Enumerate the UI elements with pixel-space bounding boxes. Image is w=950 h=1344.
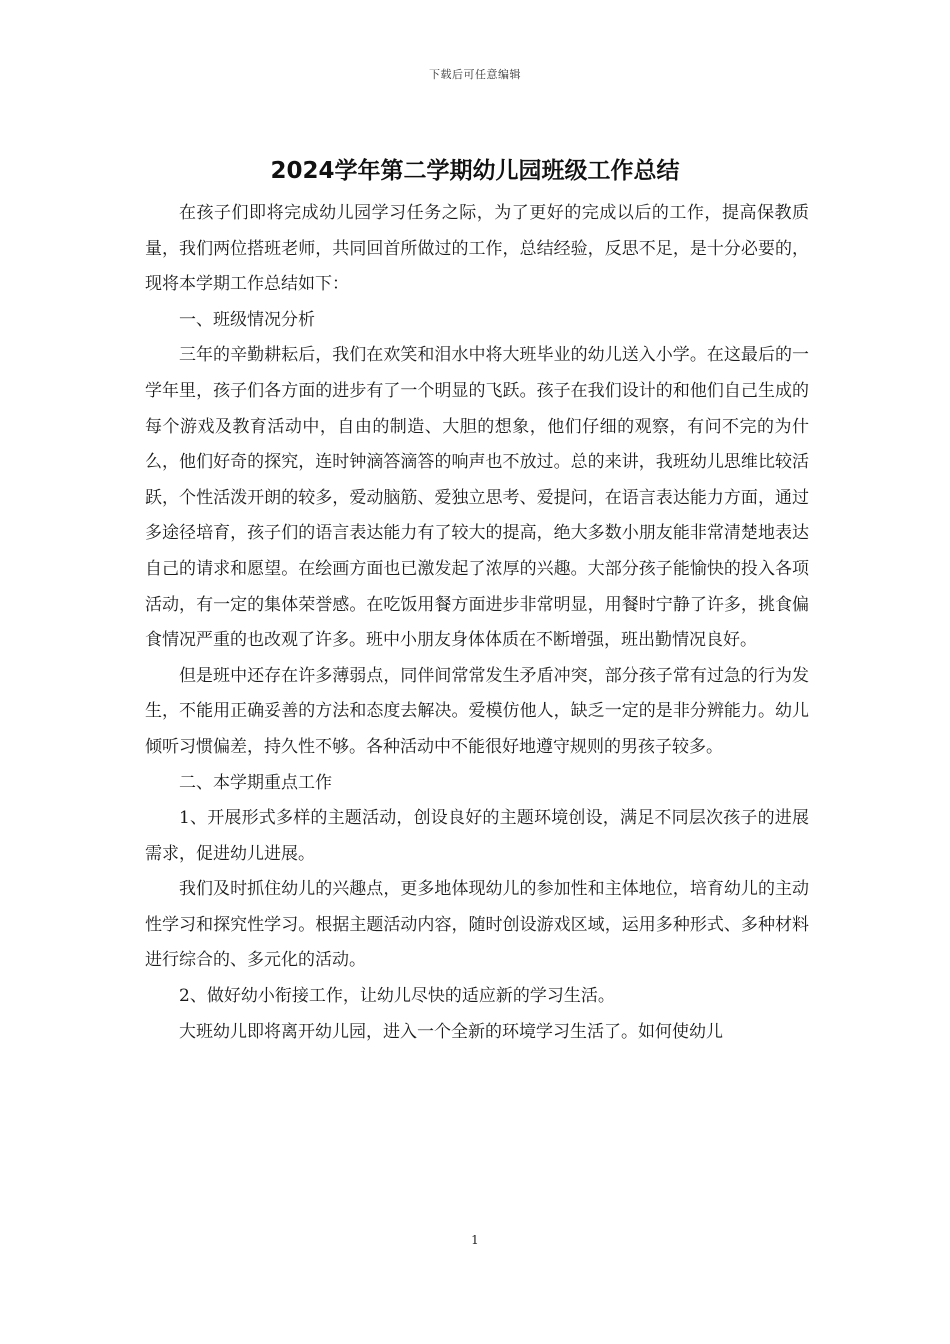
work-item-2: 2、做好幼小衔接工作，让幼儿尽快的适应新的学习生活。	[179, 986, 615, 1007]
work-item-1: 1、开展形式多样的主题活动，创设良好的主题环境创设，满足不同层次孩子的进展需求，促进幼儿进展。	[145, 808, 809, 864]
class-analysis-paragraph: 三年的辛勤耕耘后，我们在欢笑和泪水中将大班毕业的幼儿送入小学。在这最后的一学年里，孩子们各方面的进步有了一个明显的飞跃。孩子在我们设计的和他们自己生成的每个游戏及教育活动中，自由的制造、大胆的想象，他们仔细的观察，有问不完的为什么，他们好奇的探究，连时钟滴答滴答的响声也不放过。总的来讲，我班幼儿思维比较活跃，个性活泼开朗的较多，爱动脑筋、爱独立思考、爱提问，在语言表达能力方面，通过多途径培育，孩子们的语言表达能力有了较大的提高，绝大多数小朋友能非常清楚地表达自己的请求和愿望。在绘画方面也已激发起了浓厚的兴趣。大部分孩子能愉快的投入各项活动，有一定的集体荣誉感。在吃饭用餐方面进步非常明显，用餐时宁静了许多，挑食偏食情况严重的也改观了许多。班中小朋友身体体质在不断增强，班出勤情况良好。	[145, 345, 809, 651]
weakness-paragraph: 但是班中还存在许多薄弱点，同伴间常常发生矛盾冲突，部分孩子常有过急的行为发生，不能用正确妥善的方法和态度去解决。爱模仿他人，缺乏一定的是非分辨能力。幼儿倾听习惯偏差，持久性不够。各种活动中不能很好地遵守规则的男孩子较多。	[145, 665, 809, 757]
header-note: 下载后可任意编辑	[429, 68, 521, 81]
document-body	[145, 196, 809, 1050]
page-number: 1	[471, 1233, 479, 1247]
work-item-1-detail: 我们及时抓住幼儿的兴趣点，更多地体现幼儿的参加性和主体地位，培育幼儿的主动性学习和探究性学习。根据主题活动内容，随时创设游戏区域，运用多种形式、多种材料进行综合的、多元化的活动。	[145, 879, 809, 971]
section-heading-2: 二、本学期重点工作	[179, 772, 332, 793]
work-item-2-detail: 大班幼儿即将离开幼儿园，进入一个全新的环境学习生活了。如何使幼儿	[179, 1021, 723, 1042]
document-title: 2024学年第二学期幼儿园班级工作总结	[270, 158, 680, 184]
section-heading-1: 一、班级情况分析	[179, 309, 315, 330]
intro-paragraph: 在孩子们即将完成幼儿园学习任务之际，为了更好的完成以后的工作，提高保教质量，我们两位搭班老师，共同回首所做过的工作，总结经验，反思不足，是十分必要的，现将本学期工作总结如下：	[145, 203, 809, 295]
